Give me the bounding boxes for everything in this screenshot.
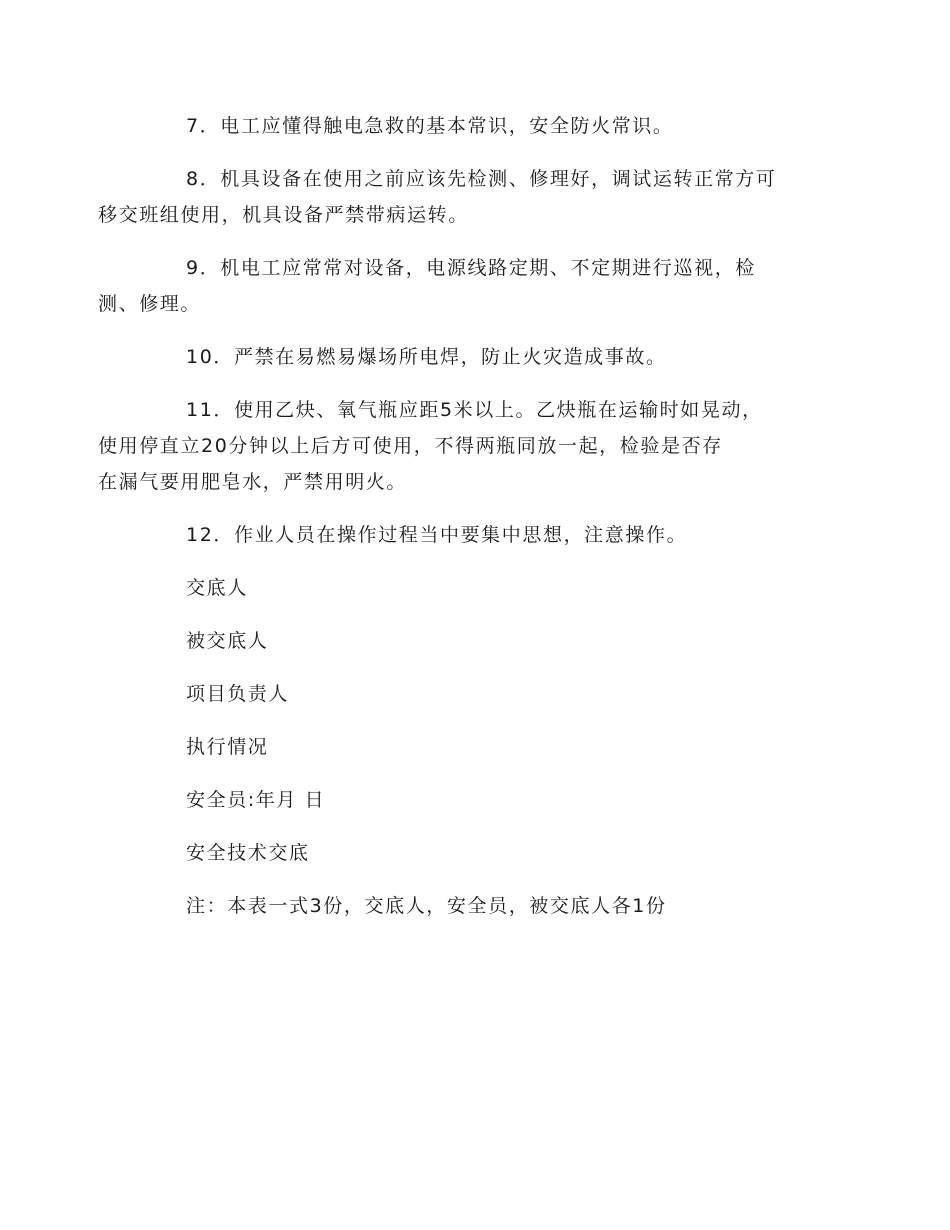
form-title: 安全技术交底 [186,842,310,864]
rule-item-11 [98,392,810,500]
rule-line: 10．严禁在易燃易爆场所电焊，防止火灾造成事故。 [186,346,667,368]
rule-line: 11．使用乙炔、氧气瓶应距5米以上。乙炔瓶在运输时如晃动， [186,399,763,421]
field-project-leader: 项目负责人 [186,683,290,705]
field-disclosing-person: 交底人 [186,577,248,599]
rule-line: 12．作业人员在操作过程当中要集中思想，注意操作。 [186,524,688,546]
field-execution-status: 执行情况 [186,736,269,758]
rule-line: 测、修理。 [98,293,202,315]
rule-item-9 [98,250,810,322]
rule-line: 移交班组使用，机具设备严禁带病运转。 [98,204,469,226]
rule-line: 在漏气要用肥皂水，严禁用明火。 [98,471,408,493]
form-note: 注：本表一式3份，交底人，安全员，被交底人各1份 [186,895,667,917]
rule-item-12 [142,517,810,553]
field-disclosed-person: 被交底人 [186,630,269,652]
field-safety-officer-date: 安全员:年月 日 [186,789,326,811]
rule-line: 9．机电工应常常对设备，电源线路定期、不定期进行巡视，检 [186,257,756,279]
rule-item-10 [142,339,810,375]
rule-item-7 [142,108,810,144]
rule-line: 使用停直立20分钟以上后方可使用，不得两瓶同放一起，检验是否存 [98,435,723,457]
document-body [98,108,810,941]
rule-item-8 [98,161,810,233]
rule-line: 8．机具设备在使用之前应该先检测、修理好，调试运转正常方可 [186,168,777,190]
rule-line: 7．电工应懂得触电急救的基本常识，安全防火常识。 [186,115,674,137]
